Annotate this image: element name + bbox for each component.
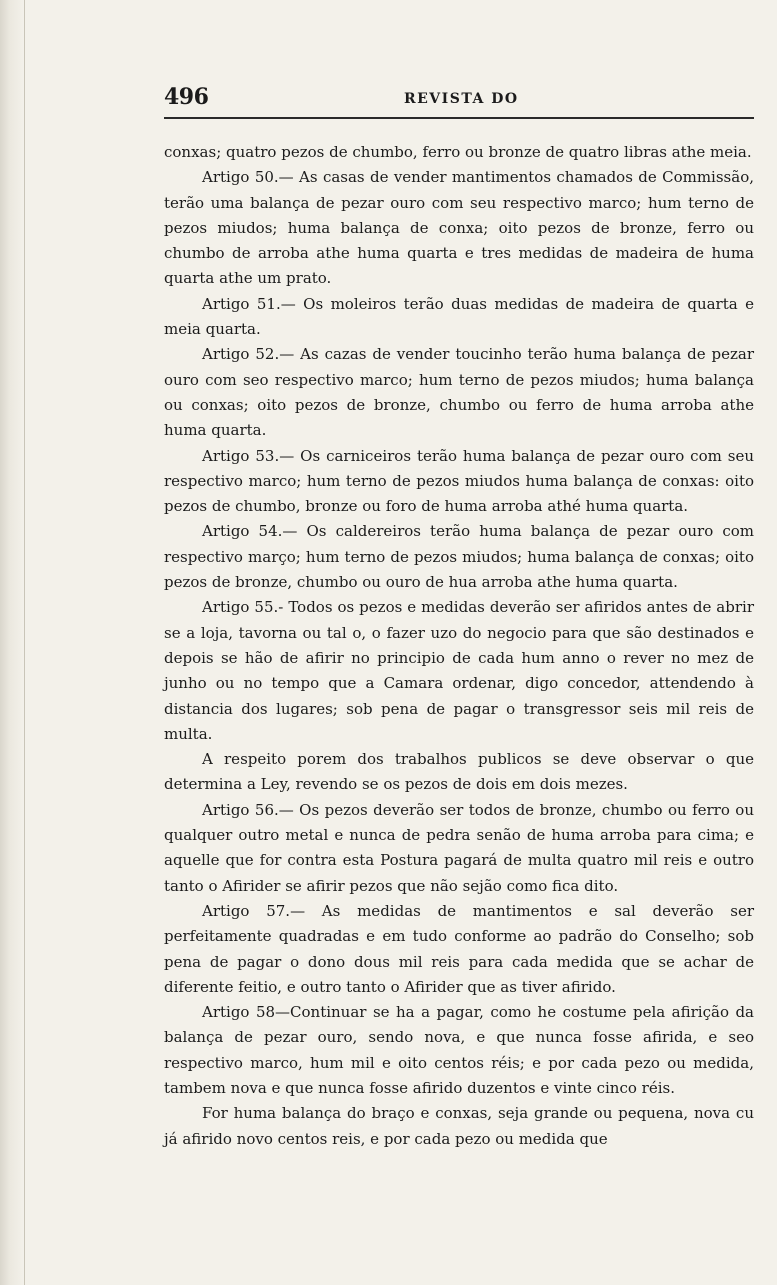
paragraph-artigo-55: Artigo 55.- Todos os pezos e medidas deverão ser afiridos antes de abrir se a loja, tavorna ou tal o, o fazer uzo do negocio para que são destinados e depois se hão de afirir no principio de cada hum anno o rever no mez de junho ou no tempo que a Camara ordenar, digo concedor, attendendo à distancia dos lugares; sob pena de pagar o transgressor seis mil reis de multa. xyxy=(164,598,754,743)
running-head: REVISTA DO xyxy=(404,91,519,107)
paragraph-artigo-57: Artigo 57.— As medidas de mantimentos e sal deverão ser perfeitamente quadradas e em tudo conforme ao padrão do Conselho; sob pena de pagar o dono dous mil reis para cada medida que se achar de diferente feitio, e outro tanto o Afirider que as tiver afirido. xyxy=(164,901,754,996)
page-body xyxy=(164,140,754,1152)
page-number: 496 xyxy=(164,84,209,110)
page-header xyxy=(164,84,754,114)
paragraph-artigo-50: Artigo 50.— As casas de vender mantimentos chamados de Commissão, terão uma balança de pezar ouro com seu respectivo marco; hum terno de pezos miudos; huma balança de conxa; oito pezos de bronze, ferro ou chumbo de arroba athe huma quarta e tres medidas de madeira de huma quarta athe um prato. xyxy=(164,168,754,288)
paragraph-artigo-58: Artigo 58—Continuar se ha a pagar, como he costume pela afirição da balança de pezar ouro, sendo nova, e que nunca fosse afirida, e seo respectivo marco, hum mil e oito centos réis; e por cada pezo ou medida, tambem nova e que nunca fosse afirido duzentos e vinte cinco réis. xyxy=(164,1003,754,1097)
book-spine-gutter xyxy=(0,0,25,1285)
paragraph-artigo-51: Artigo 51.— Os moleiros terão duas medidas de madeira de quarta e meia quarta. xyxy=(164,294,754,339)
paragraph-balanca-braco: For huma balança do braço e conxas, seja grande ou pequena, nova cu já afirido novo centos reis, e por cada pezo ou medida que xyxy=(164,1104,754,1148)
paragraph-continuation: conxas; quatro pezos de chumbo, ferro ou bronze de quatro libras athe meia. xyxy=(164,143,752,161)
paragraph-trabalhos-publicos: A respeito porem dos trabalhos publicos se deve observar o que determina a Ley, revendo se os pezos de dois em dois mezes. xyxy=(164,750,754,794)
header-rule xyxy=(164,117,754,119)
paragraph-artigo-52: Artigo 52.— As cazas de vender toucinho terão huma balança de pezar ouro com seo respectivo marco; hum terno de pezos miudos; huma balança ou conxas; oito pezos de bronze, chumbo ou ferro de huma arroba athe huma quarta. xyxy=(164,345,754,440)
paragraph-artigo-56: Artigo 56.— Os pezos deverão ser todos de bronze, chumbo ou ferro ou qualquer outro metal e nunca de pedra senão de huma arroba para cima; e aquelle que for contra esta Postura pagará de multa quatro mil reis e outro tanto o Afirider se afirir pezos que não sejão como fica dito. xyxy=(164,800,754,895)
paragraph-artigo-53: Artigo 53.— Os carniceiros terão huma balança de pezar ouro com seu respectivo marco; hum terno de pezos miudos huma balança de conxas: oito pezos de chumbo, bronze ou foro de huma arroba athé huma quarta. xyxy=(164,446,754,516)
paragraph-artigo-54: Artigo 54.— Os caldereiros terão huma balança de pezar ouro com respectivo março; hum terno de pezos miudos; huma balança de conxas; oito pezos de bronze, chumbo ou ouro de hua arroba athe huma quarta. xyxy=(164,522,754,592)
